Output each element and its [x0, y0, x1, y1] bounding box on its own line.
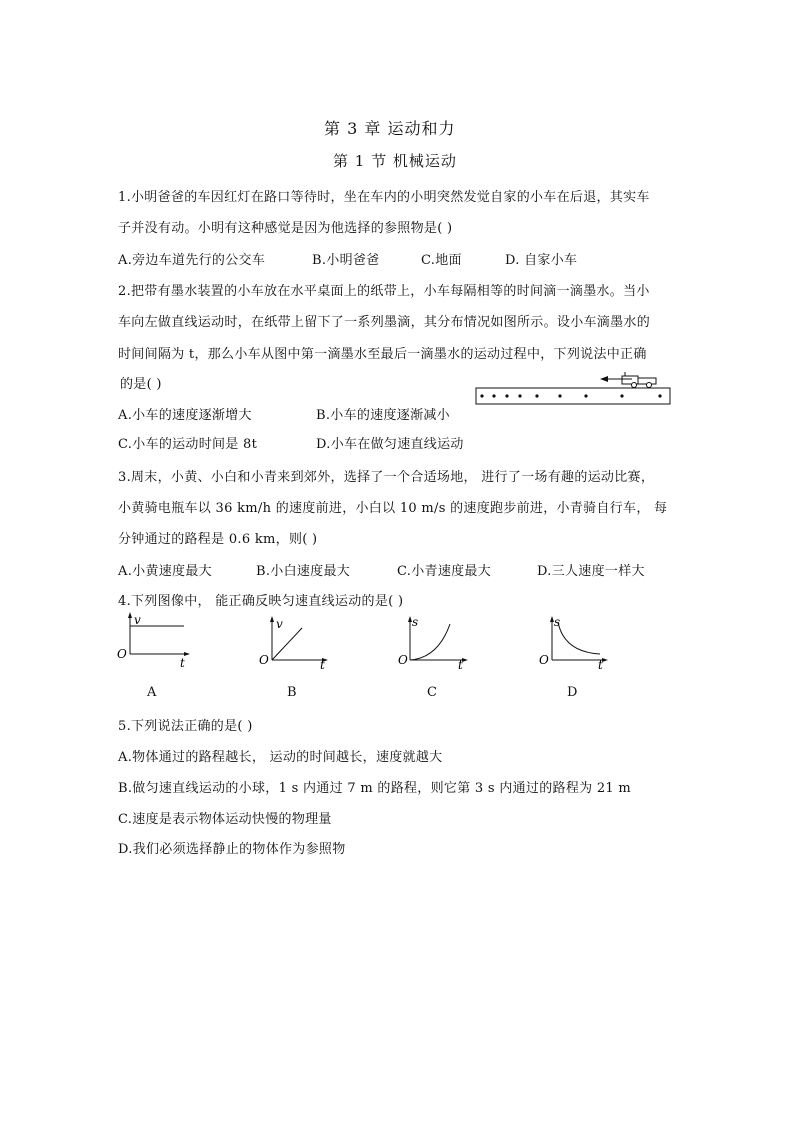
q4-stem: 4.下列图像中， 能正确反映匀速直线运动的是( ): [118, 594, 404, 609]
q3-stem-line2: 小黄骑电瓶车以 36 km/h 的速度前进，小白以 10 m/s 的速度跑步前进，小青骑自行车， 每: [118, 501, 668, 516]
car-icon: [622, 372, 656, 388]
paper-tape: [476, 388, 670, 404]
q3-option-b: B.小白速度最大: [256, 564, 351, 579]
graph-c-ylabel: s: [412, 615, 419, 629]
graph-d-ylabel: s: [554, 615, 561, 629]
q2-option-d: D.小车在做匀速直线运动: [316, 437, 464, 452]
graph-b-origin: O: [259, 653, 269, 667]
q2-stem-line2: 车向左做直线运动时，在纸带上留下了一系列墨滴，其分布情况如图所示。设小车滴墨水的: [118, 315, 651, 330]
q1-option-b: B.小明爸爸: [312, 253, 380, 268]
q3-option-c: C.小青速度最大: [397, 564, 492, 579]
q3-stem-line3: 分钟通过的路程是 0.6 km，则( ): [118, 532, 318, 547]
q2-stem-line3: 时间间隔为 t，那么小车从图中第一滴墨水至最后一滴墨水的运动过程中，下列说法中正确: [118, 347, 647, 362]
ink-tape-figure: [474, 366, 674, 408]
q2-option-b: B.小车的速度逐渐减小: [316, 408, 450, 423]
graph-b-xlabel: t: [320, 658, 325, 670]
graph-d-origin: O: [539, 653, 549, 667]
q3-option-d: D.三人速度一样大: [537, 564, 645, 579]
q5-option-b: B.做匀速直线运动的小球，1 s 内通过 7 m 的路程，则它第 3 s 内通过的路程为 21 m: [118, 781, 632, 796]
graph-a-xlabel: t: [180, 656, 185, 668]
graph-b-ylabel: v: [276, 617, 283, 631]
q1-stem-line2: 子并没有动。小明有这种感觉是因为他选择的参照物是( ): [118, 221, 453, 236]
graph-d: [536, 614, 616, 670]
q5-option-c: C.速度是表示物体运动快慢的物理量: [118, 812, 332, 827]
section-title: 第 1 节 机械运动: [333, 152, 457, 170]
chapter-title: 第 3 章 运动和力: [324, 119, 456, 138]
graph-d-xlabel: t: [598, 658, 603, 670]
graph-c-origin: O: [398, 653, 408, 667]
q5-stem: 5.下列说法正确的是( ): [118, 719, 253, 734]
graph-d-label: D: [567, 685, 578, 700]
graph-d-curve: [558, 622, 600, 654]
graph-a-label: A: [147, 685, 157, 700]
graph-c-label: C: [427, 685, 438, 700]
q2-option-a: A.小车的速度逐渐增大: [118, 408, 252, 423]
q5-option-d: D.我们必须选择静止的物体作为参照物: [118, 842, 346, 857]
graph-b: [256, 614, 336, 670]
graph-c: [396, 614, 476, 670]
q1-option-d: D. 自家小车: [505, 253, 578, 268]
q1-stem-line1: 1.小明爸爸的车因红灯在路口等待时，坐在车内的小明突然发觉自家的小车在后退，其实车: [118, 190, 650, 205]
q1-option-a: A.旁边车道先行的公交车: [118, 253, 266, 268]
direction-arrow-head: [600, 376, 608, 382]
q2-stem-line4: 的是( ): [120, 377, 162, 392]
q3-stem-line1: 3.周末，小黄、小白和小青来到郊外，选择了一个合适场地， 进行了一场有趣的运动比赛，: [118, 470, 655, 485]
graph-a: [114, 610, 194, 668]
q5-option-a: A.物体通过的路程越长， 运动的时间越长，速度就越大: [118, 750, 443, 765]
graph-a-ylabel: v: [134, 613, 141, 627]
q2-option-c: C.小车的运动时间是 8t: [118, 437, 258, 452]
graph-b-label: B: [287, 685, 297, 700]
graph-b-curve: [272, 628, 302, 660]
q2-stem-line1: 2.把带有墨水装置的小车放在水平桌面上的纸带上，小车每隔相等的时间滴一滴墨水。当小: [118, 284, 650, 299]
graph-c-curve: [410, 624, 450, 660]
graph-c-xlabel: t: [458, 658, 463, 670]
q1-option-c: C.地面: [421, 253, 462, 268]
q3-option-a: A.小黄速度最大: [118, 564, 212, 579]
graph-a-origin: O: [117, 647, 127, 661]
